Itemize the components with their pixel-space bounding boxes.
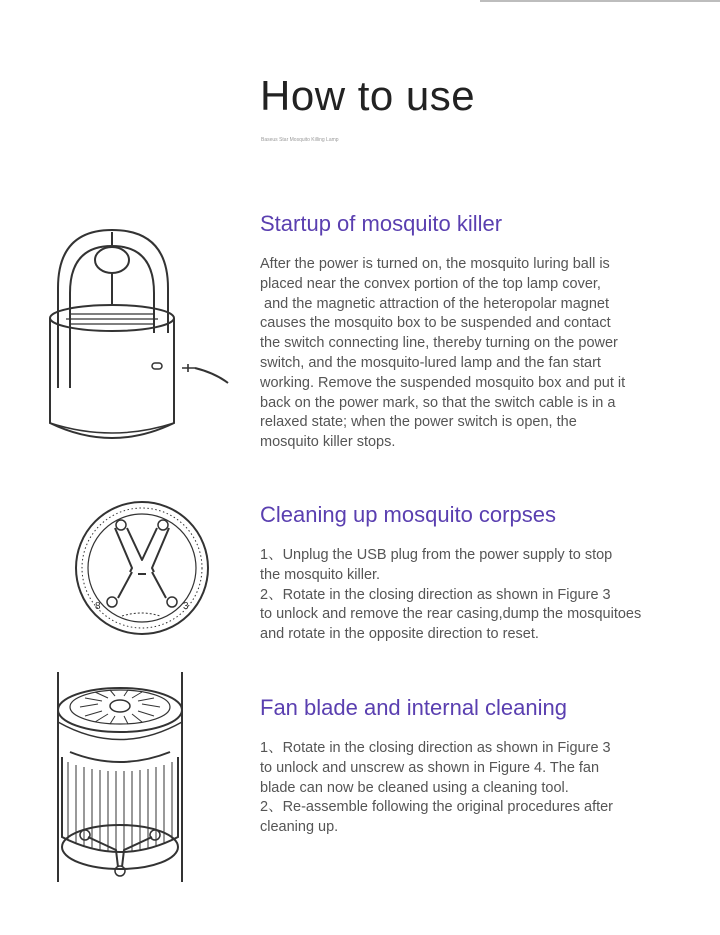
page-title: How to use — [260, 72, 476, 119]
section-body: 1、Rotate in the closing direction as shown in Figure 3 to unlock and unscrew as shown in Figure 4. The fan blade can now be cleaned using a cleaning tool. 2、Re-assemble following the original procedures after cleaning up. — [260, 740, 614, 836]
fan-blade-exploded-illustration — [40, 662, 240, 902]
section-body: 1、Unplug the USB plug from the power supply to stop the mosquito killer. 2、Rotate in the closing direction as shown in Figure 3 to unlock and remove the rear casing,dump the mosquitoes and rotate in the opposite direction to reset. — [260, 547, 642, 643]
top-divider — [480, 0, 720, 2]
section-body: After the power is turned on, the mosquito luring ball is placed near the convex portion of the top lamp cover, and the magnetic attraction of the heteropolar magnet causes the mosquito box to be suspended and contact the switch connecting line, thereby turning on the power switch, and the mosquito-lured lamp and the fan start working. Remove the suspended mosquito box and put it back on the power mark, so that the switch cable is in a relaxed state; when the power switch is open, the mosquito killer stops. — [260, 256, 626, 451]
fig-label-open: 3 — [183, 601, 189, 612]
base-top-view-illustration — [52, 498, 232, 638]
section-heading: Fan blade and internal cleaning — [260, 695, 568, 720]
fig-label-closed: 8 — [95, 601, 101, 612]
section-fan-cleaning — [260, 695, 680, 838]
page-subtitle: Baseus Star Mosquito Killing Lamp — [261, 137, 339, 143]
section-heading: Startup of mosquito killer — [260, 211, 503, 236]
section-cleaning-corpses — [260, 502, 680, 645]
lamp-startup-illustration — [40, 218, 240, 458]
section-heading: Cleaning up mosquito corpses — [260, 502, 556, 527]
section-startup — [260, 211, 680, 453]
